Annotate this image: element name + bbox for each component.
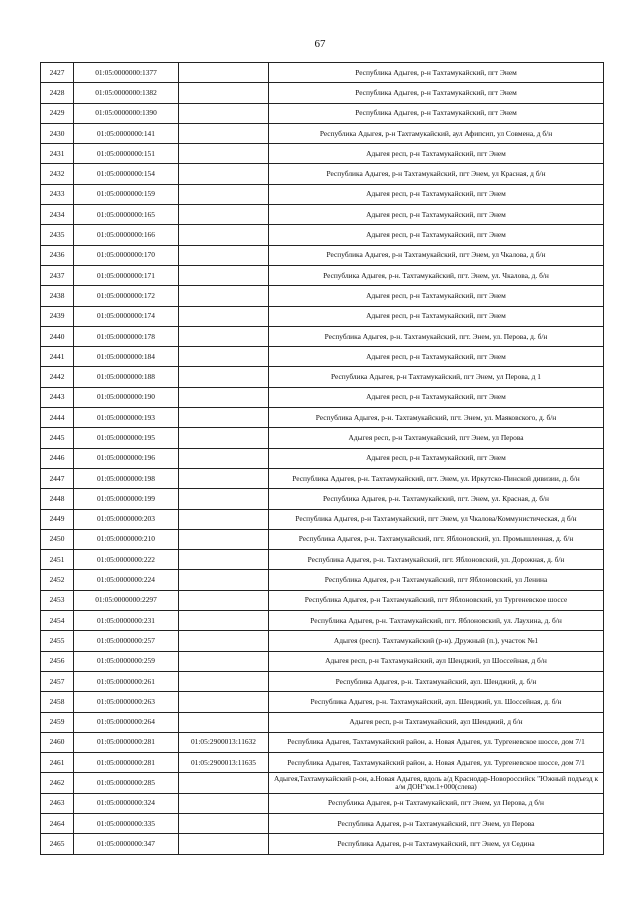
secondary-cadastral-cell: [179, 671, 269, 691]
secondary-cadastral-cell: [179, 550, 269, 570]
row-number-cell: 2448: [41, 489, 74, 509]
cadastral-number-cell: 01:05:0000000:166: [74, 225, 179, 245]
secondary-cadastral-cell: [179, 712, 269, 732]
cadastral-number-cell: 01:05:0000000:159: [74, 184, 179, 204]
address-cell: Республика Адыгея, р-н. Тахтамукайский, аул. Шенджий, д. б/н: [269, 671, 604, 691]
cadastral-number-cell: 01:05:0000000:170: [74, 245, 179, 265]
secondary-cadastral-cell: [179, 184, 269, 204]
table-row: [41, 123, 604, 143]
address-cell: Адыгея респ, р-н Тахтамукайский, аул Шенджий, ул Шоссейная, д б/н: [269, 651, 604, 671]
secondary-cadastral-cell: [179, 326, 269, 346]
address-cell: Республика Адыгея, р-н Тахтамукайский, пгт Энем: [269, 63, 604, 83]
table-row: [41, 732, 604, 752]
cadastral-number-cell: 01:05:0000000:224: [74, 570, 179, 590]
table-row: [41, 468, 604, 488]
secondary-cadastral-cell: [179, 570, 269, 590]
row-number-cell: 2461: [41, 753, 74, 773]
table-row: [41, 448, 604, 468]
cadastral-number-cell: 01:05:0000000:263: [74, 692, 179, 712]
table-row: [41, 63, 604, 83]
address-cell: Республика Адыгея, р-н. Тахтамукайский, пгт. Энем, ул. Чкалова, д. б/н: [269, 265, 604, 285]
secondary-cadastral-cell: [179, 468, 269, 488]
row-number-cell: 2455: [41, 631, 74, 651]
address-cell: Адыгея (респ). Тахтамукайский (р-н). Дружный (п.), участок №1: [269, 631, 604, 651]
address-cell: Республика Адыгея, Тахтамукайский район, а. Новая Адыгея, ул. Тургеневское шоссе, дом 7/1: [269, 753, 604, 773]
secondary-cadastral-cell: [179, 225, 269, 245]
cadastral-number-cell: 01:05:0000000:203: [74, 509, 179, 529]
cadastral-number-cell: 01:05:0000000:231: [74, 611, 179, 631]
secondary-cadastral-cell: [179, 347, 269, 367]
table-row: [41, 489, 604, 509]
cadastral-number-cell: 01:05:0000000:2297: [74, 590, 179, 610]
table-row: [41, 428, 604, 448]
address-cell: Адыгея респ, р-н Тахтамукайский, пгт Энем: [269, 205, 604, 225]
address-cell: Республика Адыгея, р-н. Тахтамукайский, пгт. Яблоновский, ул. Промышленная, д. б/н: [269, 529, 604, 549]
registry-table: [40, 62, 604, 855]
table-row: [41, 671, 604, 691]
row-number-cell: 2437: [41, 265, 74, 285]
table-row: [41, 692, 604, 712]
row-number-cell: 2450: [41, 529, 74, 549]
secondary-cadastral-cell: [179, 590, 269, 610]
row-number-cell: 2427: [41, 63, 74, 83]
row-number-cell: 2446: [41, 448, 74, 468]
table-row: [41, 570, 604, 590]
secondary-cadastral-cell: [179, 63, 269, 83]
table-row: [41, 205, 604, 225]
secondary-cadastral-cell: [179, 265, 269, 285]
address-cell: Адыгея респ, р-н Тахтамукайский, пгт Энем: [269, 448, 604, 468]
secondary-cadastral-cell: [179, 205, 269, 225]
cadastral-number-cell: 01:05:0000000:222: [74, 550, 179, 570]
table-row: [41, 509, 604, 529]
row-number-cell: 2431: [41, 144, 74, 164]
cadastral-number-cell: 01:05:0000000:199: [74, 489, 179, 509]
secondary-cadastral-cell: [179, 631, 269, 651]
address-cell: Адыгея респ, р-н Тахтамукайский, пгт Энем: [269, 286, 604, 306]
row-number-cell: 2452: [41, 570, 74, 590]
secondary-cadastral-cell: [179, 813, 269, 833]
table-row: [41, 651, 604, 671]
address-cell: Адыгея респ, р-н Тахтамукайский, пгт Энем: [269, 225, 604, 245]
table-row: [41, 347, 604, 367]
table-row: [41, 408, 604, 428]
address-cell: Республика Адыгея, р-н Тахтамукайский, пгт Энем, ул Седина: [269, 834, 604, 854]
address-cell: Республика Адыгея, р-н Тахтамукайский, пгт Энем: [269, 83, 604, 103]
cadastral-number-cell: 01:05:0000000:193: [74, 408, 179, 428]
table-row: [41, 753, 604, 773]
table-row: [41, 225, 604, 245]
cadastral-number-cell: 01:05:0000000:190: [74, 387, 179, 407]
table-row: [41, 144, 604, 164]
cadastral-number-cell: 01:05:0000000:184: [74, 347, 179, 367]
address-cell: Республика Адыгея, р-н Тахтамукайский, пгт Энем, ул Красная, д б/н: [269, 164, 604, 184]
cadastral-number-cell: 01:05:0000000:198: [74, 468, 179, 488]
table-row: [41, 631, 604, 651]
row-number-cell: 2462: [41, 773, 74, 793]
address-cell: Адыгея респ, р-н Тахтамукайский, пгт Энем, ул Перова: [269, 428, 604, 448]
secondary-cadastral-cell: [179, 529, 269, 549]
secondary-cadastral-cell: [179, 245, 269, 265]
address-cell: Республика Адыгея, р-н. Тахтамукайский, аул. Шенджий, ул. Шоссейная, д. б/н: [269, 692, 604, 712]
row-number-cell: 2458: [41, 692, 74, 712]
cadastral-number-cell: 01:05:0000000:285: [74, 773, 179, 793]
address-cell: Республика Адыгея, р-н Тахтамукайский, аул Афипсип, ул Совмена, д б/н: [269, 123, 604, 143]
table-row: [41, 184, 604, 204]
row-number-cell: 2444: [41, 408, 74, 428]
secondary-cadastral-cell: [179, 103, 269, 123]
cadastral-number-cell: 01:05:0000000:151: [74, 144, 179, 164]
table-row: [41, 326, 604, 346]
cadastral-number-cell: 01:05:0000000:172: [74, 286, 179, 306]
address-cell: Адыгея респ, р-н Тахтамукайский, пгт Энем: [269, 387, 604, 407]
address-cell: Республика Адыгея, р-н Тахтамукайский, пгт Энем, ул Перова, д 1: [269, 367, 604, 387]
row-number-cell: 2441: [41, 347, 74, 367]
secondary-cadastral-cell: [179, 83, 269, 103]
address-cell: Республика Адыгея, р-н Тахтамукайский, пгт Энем, ул Перова: [269, 813, 604, 833]
row-number-cell: 2429: [41, 103, 74, 123]
registry-rows: [41, 63, 604, 855]
cadastral-number-cell: 01:05:0000000:174: [74, 306, 179, 326]
address-cell: Адыгея респ, р-н Тахтамукайский, пгт Энем: [269, 184, 604, 204]
row-number-cell: 2464: [41, 813, 74, 833]
cadastral-number-cell: 01:05:0000000:165: [74, 205, 179, 225]
secondary-cadastral-cell: [179, 611, 269, 631]
row-number-cell: 2432: [41, 164, 74, 184]
row-number-cell: 2428: [41, 83, 74, 103]
table-row: [41, 611, 604, 631]
cadastral-number-cell: 01:05:0000000:264: [74, 712, 179, 732]
cadastral-number-cell: 01:05:0000000:178: [74, 326, 179, 346]
row-number-cell: 2433: [41, 184, 74, 204]
cadastral-number-cell: 01:05:0000000:196: [74, 448, 179, 468]
table-row: [41, 387, 604, 407]
address-cell: Республика Адыгея, р-н. Тахтамукайский, пгт. Энем, ул. Красная, д. б/н: [269, 489, 604, 509]
address-cell: Республика Адыгея, р-н Тахтамукайский, пгт Энем, ул Чкалова/Коммунистическая, д б/н: [269, 509, 604, 529]
secondary-cadastral-cell: [179, 306, 269, 326]
row-number-cell: 2430: [41, 123, 74, 143]
row-number-cell: 2434: [41, 205, 74, 225]
row-number-cell: 2463: [41, 793, 74, 813]
secondary-cadastral-cell: 01:05:2900013:11632: [179, 732, 269, 752]
secondary-cadastral-cell: [179, 489, 269, 509]
secondary-cadastral-cell: [179, 692, 269, 712]
secondary-cadastral-cell: [179, 834, 269, 854]
address-cell: Республика Адыгея, р-н Тахтамукайский, пгт Энем: [269, 103, 604, 123]
secondary-cadastral-cell: [179, 428, 269, 448]
row-number-cell: 2442: [41, 367, 74, 387]
cadastral-number-cell: 01:05:0000000:347: [74, 834, 179, 854]
secondary-cadastral-cell: [179, 286, 269, 306]
row-number-cell: 2451: [41, 550, 74, 570]
table-row: [41, 529, 604, 549]
table-row: [41, 286, 604, 306]
table-row: [41, 103, 604, 123]
row-number-cell: 2453: [41, 590, 74, 610]
row-number-cell: 2447: [41, 468, 74, 488]
address-cell: Республика Адыгея, р-н. Тахтамукайский, пгт. Энем, ул. Иркутско-Пинской дивизии, д. б/н: [269, 468, 604, 488]
secondary-cadastral-cell: [179, 773, 269, 793]
table-row: [41, 164, 604, 184]
row-number-cell: 2465: [41, 834, 74, 854]
table-row: [41, 773, 604, 793]
address-cell: Республика Адыгея, р-н. Тахтамукайский, пгт. Яблоновский, ул. Дорожная, д. б/н: [269, 550, 604, 570]
secondary-cadastral-cell: [179, 367, 269, 387]
cadastral-number-cell: 01:05:0000000:141: [74, 123, 179, 143]
cadastral-number-cell: 01:05:0000000:1377: [74, 63, 179, 83]
cadastral-number-cell: 01:05:0000000:324: [74, 793, 179, 813]
secondary-cadastral-cell: [179, 144, 269, 164]
address-cell: Адыгея,Тахтамукайский р-он, а.Новая Адыгея, вдоль а/д Краснодар-Новороссийск "Южный подъезд к а/м ДОН"км.1+000(слева): [269, 773, 604, 793]
row-number-cell: 2438: [41, 286, 74, 306]
cadastral-number-cell: 01:05:0000000:1382: [74, 83, 179, 103]
table-row: [41, 813, 604, 833]
row-number-cell: 2459: [41, 712, 74, 732]
address-cell: Республика Адыгея, р-н. Тахтамукайский, пгт. Энем, ул. Маяковского, д. б/н: [269, 408, 604, 428]
secondary-cadastral-cell: [179, 164, 269, 184]
row-number-cell: 2454: [41, 611, 74, 631]
row-number-cell: 2457: [41, 671, 74, 691]
secondary-cadastral-cell: [179, 793, 269, 813]
table-row: [41, 712, 604, 732]
cadastral-number-cell: 01:05:0000000:195: [74, 428, 179, 448]
cadastral-number-cell: 01:05:0000000:188: [74, 367, 179, 387]
address-cell: Республика Адыгея, р-н. Тахтамукайский, пгт. Яблоновский, ул. Лаухина, д. б/н: [269, 611, 604, 631]
table-row: [41, 550, 604, 570]
cadastral-number-cell: 01:05:0000000:335: [74, 813, 179, 833]
address-cell: Республика Адыгея, р-н Тахтамукайский, пгт Энем, ул Чкалова, д б/н: [269, 245, 604, 265]
row-number-cell: 2445: [41, 428, 74, 448]
table-row: [41, 306, 604, 326]
page-number: 67: [314, 38, 326, 50]
cadastral-number-cell: 01:05:0000000:154: [74, 164, 179, 184]
address-cell: Адыгея респ, р-н Тахтамукайский, пгт Энем: [269, 306, 604, 326]
row-number-cell: 2436: [41, 245, 74, 265]
secondary-cadastral-cell: [179, 408, 269, 428]
cadastral-number-cell: 01:05:0000000:281: [74, 753, 179, 773]
address-cell: Адыгея респ, р-н Тахтамукайский, пгт Энем: [269, 347, 604, 367]
cadastral-number-cell: 01:05:0000000:210: [74, 529, 179, 549]
table-row: [41, 245, 604, 265]
cadastral-number-cell: 01:05:0000000:281: [74, 732, 179, 752]
secondary-cadastral-cell: [179, 651, 269, 671]
row-number-cell: 2456: [41, 651, 74, 671]
address-cell: Адыгея респ, р-н Тахтамукайский, пгт Энем: [269, 144, 604, 164]
address-cell: Республика Адыгея, р-н. Тахтамукайский, пгт. Энем, ул. Перова, д. б/н: [269, 326, 604, 346]
row-number-cell: 2449: [41, 509, 74, 529]
table-row: [41, 367, 604, 387]
table-row: [41, 265, 604, 285]
table-row: [41, 590, 604, 610]
address-cell: Республика Адыгея, Тахтамукайский район, а. Новая Адыгея, ул. Тургеневское шоссе, дом 7/1: [269, 732, 604, 752]
row-number-cell: 2460: [41, 732, 74, 752]
row-number-cell: 2439: [41, 306, 74, 326]
table-row: [41, 793, 604, 813]
address-cell: Республика Адыгея, р-н Тахтамукайский, пгт Яблоновский, ул Ленина: [269, 570, 604, 590]
address-cell: Адыгея респ, р-н Тахтамукайский, аул Шенджий, д б/н: [269, 712, 604, 732]
secondary-cadastral-cell: [179, 387, 269, 407]
cadastral-number-cell: 01:05:0000000:261: [74, 671, 179, 691]
table-row: [41, 83, 604, 103]
secondary-cadastral-cell: [179, 448, 269, 468]
secondary-cadastral-cell: [179, 123, 269, 143]
cadastral-number-cell: 01:05:0000000:171: [74, 265, 179, 285]
cadastral-number-cell: 01:05:0000000:259: [74, 651, 179, 671]
cadastral-number-cell: 01:05:0000000:1390: [74, 103, 179, 123]
row-number-cell: 2435: [41, 225, 74, 245]
address-cell: Республика Адыгея, р-н Тахтамукайский, пгт Энем, ул Перова, д б/н: [269, 793, 604, 813]
address-cell: Республика Адыгея, р-н Тахтамукайский, пгт Яблоновский, ул Тургеневское шоссе: [269, 590, 604, 610]
table-row: [41, 834, 604, 854]
row-number-cell: 2440: [41, 326, 74, 346]
secondary-cadastral-cell: 01:05:2900013:11635: [179, 753, 269, 773]
secondary-cadastral-cell: [179, 509, 269, 529]
row-number-cell: 2443: [41, 387, 74, 407]
cadastral-number-cell: 01:05:0000000:257: [74, 631, 179, 651]
